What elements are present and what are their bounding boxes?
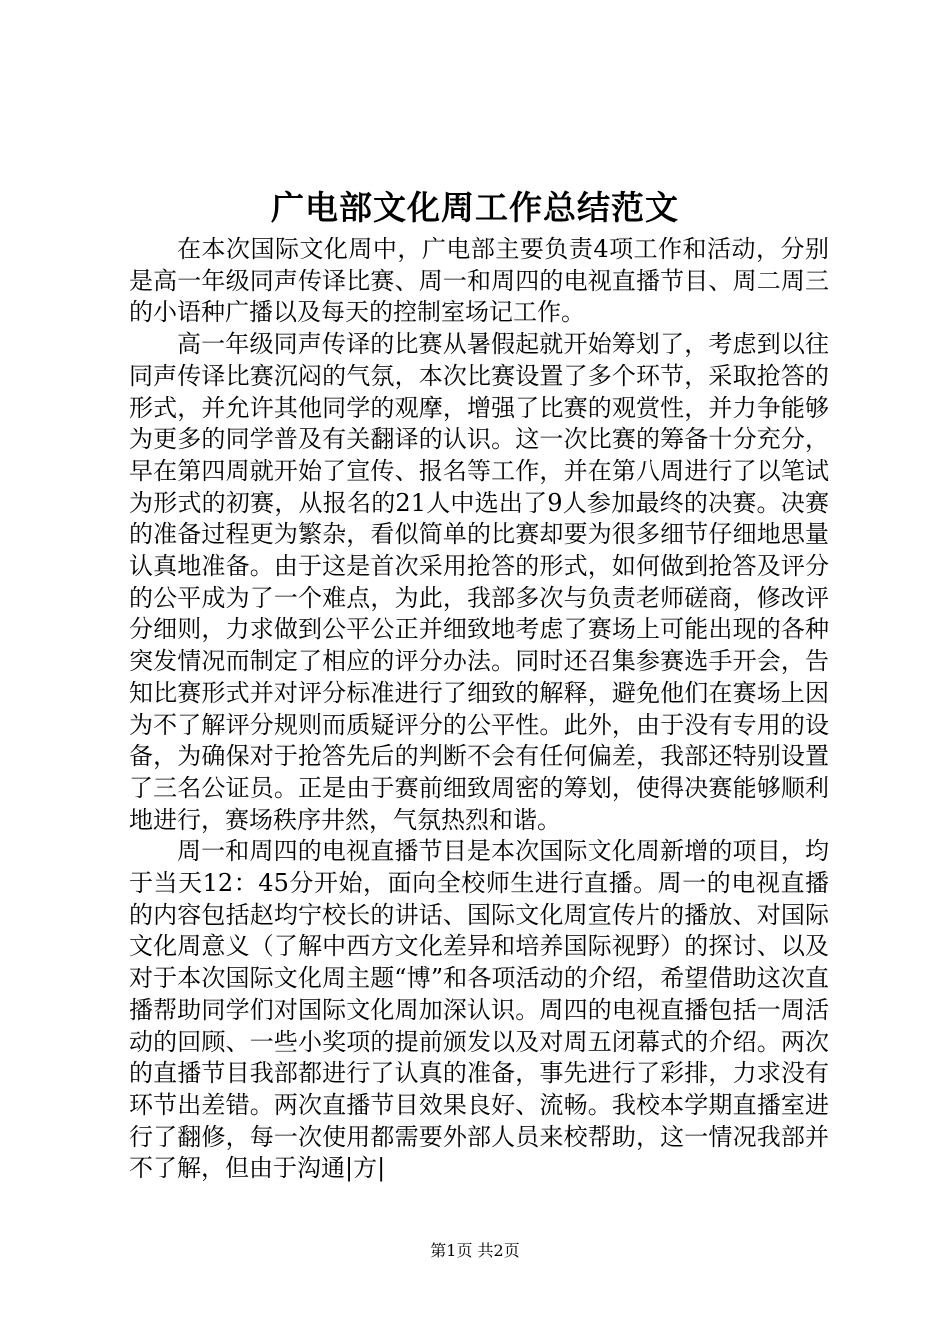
document-body (129, 234, 829, 1185)
paragraph-tv-broadcast: 周一和周四的电视直播节目是本次国际文化周新增的项目，均于当天12：45分开始，面向全校师生进行直播。周一的电视直播的内容包括赵均宁校长的讲话、国际文化周宣传片的播放、对国际文化周意义（了解中西方文化差异和培养国际视野）的探讨、以及对于本次国际文化周主题“博”和各项活动的介绍，希望借助这次直播帮助同学们对国际文化周加深认识。周四的电视直播包括一周活动的回顾、一些小奖项的提前颁发以及对周五闭幕式的介绍。两次的直播节目我部都进行了认真的准备，事先进行了彩排，力求没有环节出差错。两次直播节目效果良好、流畅。我校本学期直播室进行了翻修，每一次使用都需要外部人员来校帮助，这一情况我部并不了解，但由于沟通|方| (129, 837, 829, 1183)
paragraph-intro: 在本次国际文化周中，广电部主要负责4项工作和活动，分别是高一年级同声传译比赛、周一和周四的电视直播节目、周二周三的小语种广播以及每天的控制室场记工作。 (129, 235, 829, 327)
document-title: 广电部文化周工作总结范文 (271, 188, 679, 227)
paragraph-interpretation-contest: 高一年级同声传译的比赛从暑假起就开始筹划了，考虑到以往同声传译比赛沉闷的气氛，本次比赛设置了多个环节，采取抢答的形式，并允许其他同学的观摩，增强了比赛的观赏性，并力争能够为更多的同学普及有关翻译的认识。这一次比赛的筹备十分充分，早在第四周就开始了宣传、报名等工作，并在第八周进行了以笔试为形式的初赛，从报名的21人中选出了9人参加最终的决赛。决赛的准备过程更为繁杂，看似简单的比赛却要为很多细节仔细地思量认真地准备。由于这是首次采用抢答的形式，如何做到抢答及评分的公平成为了一个难点，为此，我部多次与负责老师磋商，修改评分细则，力求做到公平公正并细致地考虑了赛场上可能出现的各种突发情况而制定了相应的评分办法。同时还召集参赛选手开会，告知比赛形式并对评分标准进行了细致的解释，避免他们在赛场上因为不了解评分规则而质疑评分的公平性。此外，由于没有专用的设备，为确保对于抢答先后的判断不会有任何偏差，我部还特别设置了三名公证员。正是由于赛前细致周密的筹划，使得决赛能够顺利地进行，赛场秩序井然，气氛热烈和谐。 (129, 330, 829, 834)
page-number: 第1页 共2页 (430, 1241, 520, 1260)
